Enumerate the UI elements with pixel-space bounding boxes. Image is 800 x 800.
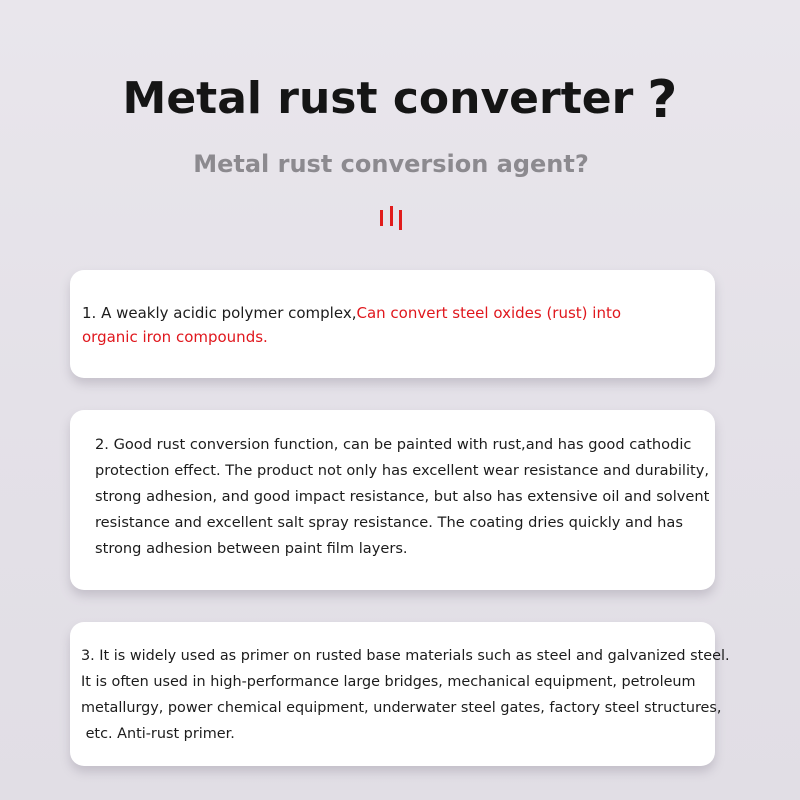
- info-card-1: [70, 270, 715, 378]
- red-accent-marks-icon: [380, 206, 406, 230]
- question-mark-icon: ?: [647, 70, 678, 130]
- info-card-2-line: 2. Good rust conversion function, can be painted with rust,and has good cathodic: [95, 436, 692, 453]
- page-subtitle: Metal rust conversion agent?: [193, 150, 589, 178]
- info-card-1-plain-text: 1. A weakly acidic polymer complex,: [82, 304, 357, 322]
- info-card-1-line-2: organic iron compounds.: [82, 328, 268, 346]
- page-title-text: Metal rust converter: [122, 73, 634, 124]
- info-card-2-line: strong adhesion between paint film layers.: [95, 540, 408, 557]
- info-card-2-text: [95, 432, 710, 562]
- info-card-3-line: etc. Anti-rust primer.: [81, 726, 235, 742]
- info-card-1-highlight-text: Can convert steel oxides (rust) into: [356, 304, 622, 322]
- info-card-2-line: resistance and excellent salt spray resistance. The coating dries quickly and has: [95, 514, 683, 531]
- info-card-1-text: [82, 301, 707, 349]
- info-card-2-line: protection effect. The product not only has excellent wear resistance and durability,: [95, 462, 710, 479]
- info-card-3: [70, 622, 730, 766]
- info-card-3-line: metallurgy, power chemical equipment, underwater steel gates, factory steel structures,: [81, 700, 722, 716]
- page-title: [0, 66, 800, 130]
- info-card-3-line: 3. It is widely used as primer on rusted base materials such as steel and galvanized steel.: [81, 648, 730, 664]
- info-card-2-line: strong adhesion, and good impact resistance, but also has extensive oil and solvent: [95, 488, 710, 505]
- info-card-3-text: [81, 643, 730, 747]
- info-card-2: [70, 410, 715, 590]
- info-card-1-line-1: [82, 301, 707, 325]
- info-card-3-line: It is often used in high-performance large bridges, mechanical equipment, petroleum: [81, 674, 696, 690]
